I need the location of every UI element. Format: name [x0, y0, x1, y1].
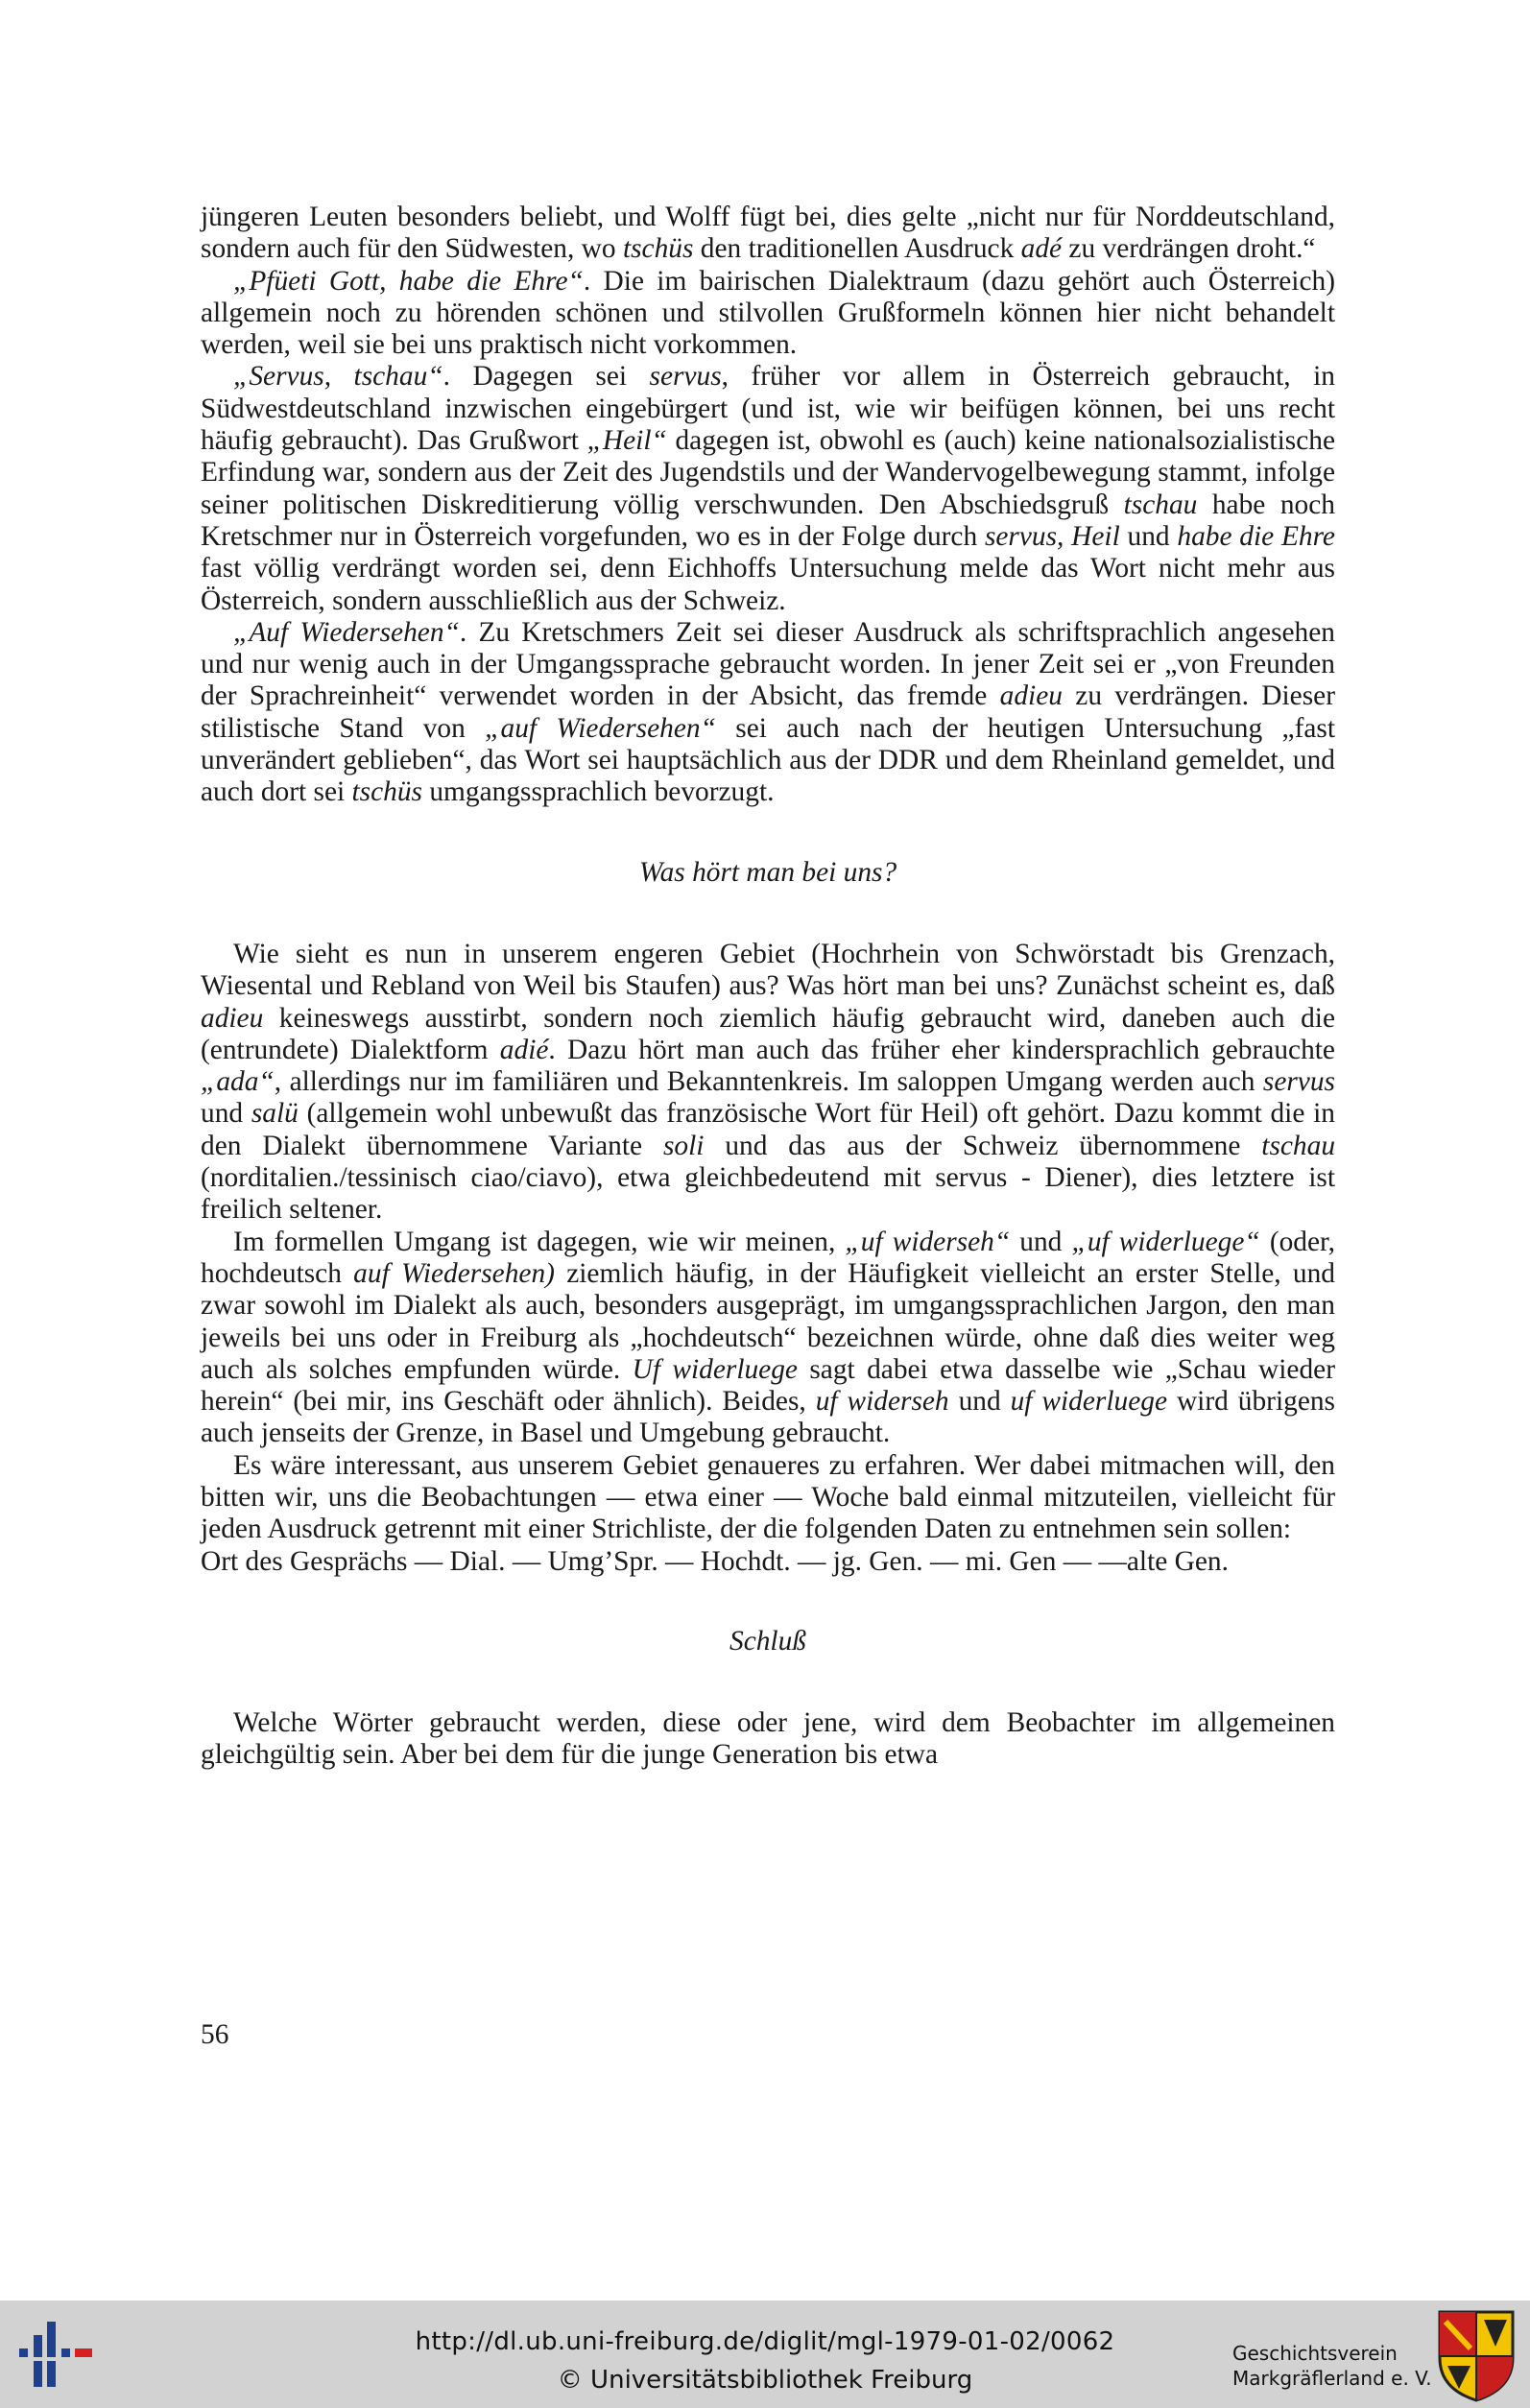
text-run: und: [201, 1098, 251, 1130]
italic-run: uf widerseh: [815, 1386, 949, 1418]
paragraph: [201, 617, 1335, 809]
page-body: [201, 202, 1335, 1772]
text-run: Wie sieht es nun in unserem engeren Gebiet (Hochrhein von Schwörstadt bis Grenzach, Wiesental und Rebland von Weil bis Staufen) aus? Was hört man bei uns? Zunächst scheint es, daß: [201, 938, 1335, 1002]
text-run: . Zu Kretschmers Zeit sei dieser Ausdruck als schriftsprachlich angesehen und nur wenig auch in der Umgangssprache gebraucht worden. In jener Zeit sei er „von Freunden der Sprachreinheit“ verwendet worden in der Absicht, das fremde: [201, 616, 1335, 712]
italic-run: „uf widerluege“: [1071, 1226, 1260, 1257]
paragraph: [201, 1450, 1335, 1546]
text-run: , früher vor allem in Österreich gebraucht, in Südwestdeutschland inzwischen eingebürgert (und ist, wie wir beifügen können, bei uns recht häufig gebraucht). Das Grußwort: [201, 361, 1335, 457]
paragraph: [201, 202, 1335, 266]
section-heading: [201, 1626, 1335, 1657]
footer-organization: [1232, 2341, 1434, 2391]
text-run: . Dagegen sei: [442, 361, 650, 393]
italic-run: adieu: [999, 680, 1063, 712]
text-run: den traditionellen Ausdruck: [693, 233, 1021, 265]
text-run: sei auch nach der heutigen Untersuchung „fast unverändert geblieben“, das Wort sei hauptsächlich aus der DDR und dem Rheinland gemeldet, und auch dort sei: [201, 712, 1336, 808]
text-run: keineswegs ausstirbt, sondern noch ziemlich häufig gebraucht wird, daneben auch die (entrundete) Dialektform: [201, 1002, 1335, 1065]
italic-run: tschüs: [351, 776, 422, 808]
footer-org-line1: Geschichtsverein: [1232, 2342, 1398, 2365]
footer-copyright: © Universitätsbibliothek Freiburg: [557, 2366, 973, 2395]
text-run: . Die im bairischen Dialektraum (dazu gehört auch Österreich) allgemein noch zu hörenden schönen und stilvollen Grußformeln können hier nicht behandelt werden, weil sie bei uns praktisch nicht vorkommen.: [201, 265, 1335, 361]
italic-run: tschau: [1123, 489, 1198, 520]
text-run: umgangssprachlich bevorzugt.: [422, 776, 775, 808]
text-run: (norditalien./tessinisch ciao/ciavo), etwa gleichbedeutend mit servus - Diener), dies letztere ist freilich seltener.: [201, 1162, 1335, 1226]
italic-run: servus: [649, 361, 722, 393]
italic-run: „Pfüeti Gott, habe die Ehre“: [233, 265, 584, 297]
text-run: ziemlich häufig, in der Häufigkeit vielleicht an erster Stelle, und zwar sowohl im Dialekt als auch, besonders ausgeprägt, im umgangssprachlichen Jargon, den man jeweils bei uns oder in Freiburg als „hochdeutsch“ bezeichnen würde, ohne daß dies weiter weg auch als solches empfunden würde.: [201, 1257, 1335, 1385]
italic-run: salü: [251, 1098, 299, 1130]
paragraph: [201, 939, 1335, 1227]
text-run: (allgemein wohl unbewußt das französische Wort für Heil) oft gehört. Dazu kommt die in den Dialekt übernommene Variante: [201, 1098, 1336, 1161]
text-run: und: [1119, 520, 1178, 552]
italic-run: adié: [499, 1034, 549, 1065]
italic-run: adieu: [201, 1002, 264, 1034]
paragraph: [201, 1707, 1335, 1772]
text-run: zu verdrängen droht.“: [1062, 233, 1316, 265]
text-run: dagegen ist, obwohl es (auch) keine nationalsozialistische Erfindung war, sondern aus der Zeit des Jugendstils und der Wandervogelbewegung stammt, infolge seiner politischen Diskreditierung völlig verschwunden. Den Abschiedsgruß: [201, 425, 1335, 520]
text-run: fast völlig verdrängt worden sei, denn Eichhoffs Untersuchung melde das Wort nicht mehr aus Österreich, sondern ausschließlich aus der Schweiz.: [201, 553, 1335, 616]
text-run: und: [948, 1386, 1011, 1418]
footer-org-line2: Markgräflerland e. V.: [1232, 2367, 1432, 2390]
page-number: 56: [201, 2019, 229, 2050]
text-run: wird übrigens auch jenseits der Grenze, in Basel und Umgebung gebraucht.: [201, 1386, 1335, 1449]
text-run: Schluß: [729, 1625, 806, 1657]
section-heading: [201, 857, 1335, 889]
footer-url-link[interactable]: http://dl.ub.uni-freiburg.de/diglit/mgl-1979-01-02/0062: [415, 2327, 1115, 2356]
italic-run: tschüs: [622, 233, 694, 265]
italic-run: „Heil“: [586, 425, 667, 457]
italic-run: Uf widerluege: [632, 1353, 798, 1385]
text-run: Ort des Gesprächs — Dial. — Umg’Spr. — Hochdt. — jg. Gen. — mi. Gen — —alte Gen.: [201, 1545, 1229, 1577]
italic-run: auf Wiedersehen): [353, 1257, 555, 1289]
text-run: , allerdings nur im familiären und Bekanntenkreis. Im saloppen Umgang werden auch: [274, 1066, 1263, 1098]
paragraph: [201, 361, 1335, 616]
text-run: Was hört man bei uns?: [638, 856, 897, 888]
italic-run: „Servus, tschau“: [233, 361, 443, 393]
text-run: Es wäre interessant, aus unserem Gebiet genaueres zu erfahren. Wer dabei mitmachen will, den bitten wir, uns die Beobachtungen — etwa einer — Woche bald einmal mitzuteilen, vielleicht für jeden Ausdruck getrennt mit einer Strichliste, der die folgenden Daten zu entnehmen sein sollen:: [201, 1449, 1335, 1545]
italic-run: „uf widerseh“: [845, 1226, 1011, 1257]
italic-run: „ada“: [201, 1066, 275, 1098]
italic-run: uf widerluege: [1010, 1386, 1168, 1418]
italic-run: habe die Ehre: [1177, 520, 1335, 552]
text-run: und das aus der Schweiz übernommene: [704, 1130, 1262, 1161]
italic-run: „auf Wiedersehen“: [485, 712, 716, 744]
italic-run: „Auf Wiedersehen“: [233, 616, 460, 648]
text-run: habe noch Kretschmer nur in Österreich vorgefunden, wo es in der Folge durch: [201, 489, 1335, 552]
text-run: Im formellen Umgang ist dagegen, wie wir meinen,: [233, 1226, 846, 1257]
markgraeflerland-crest-icon: [1436, 2308, 1517, 2402]
italic-run: adé: [1020, 233, 1063, 265]
text-run: und: [1010, 1226, 1072, 1257]
italic-run: tschau: [1261, 1130, 1336, 1161]
italic-run: servus, Heil: [984, 520, 1120, 552]
paragraph: [201, 1546, 1335, 1578]
text-run: zu verdrängen. Dieser stilistische Stand von: [201, 680, 1335, 744]
text-run: sagt dabei etwa dasselbe wie „Schau wieder herein“ (bei mir, ins Geschäft oder ähnlich). Beides,: [201, 1353, 1335, 1418]
paragraph: [201, 1227, 1335, 1450]
text-run: . Dazu hört man auch das früher eher kindersprachlich gebrauchte: [548, 1034, 1335, 1065]
paragraph: [201, 266, 1335, 362]
footer-bar: [0, 2301, 1530, 2408]
text-run: jüngeren Leuten besonders beliebt, und Wolff fügt bei, dies gelte „nicht nur für Norddeutschland, sondern auch für den Südwesten, wo: [201, 202, 1335, 265]
italic-run: soli: [662, 1130, 705, 1161]
text-run: (oder, hochdeutsch: [201, 1226, 1335, 1289]
text-run: Welche Wörter gebraucht werden, diese oder jene, wird dem Beobachter im allgemeinen gleichgültig sein. Aber bei dem für die junge Generation bis etwa: [201, 1707, 1335, 1771]
italic-run: servus: [1262, 1066, 1335, 1098]
